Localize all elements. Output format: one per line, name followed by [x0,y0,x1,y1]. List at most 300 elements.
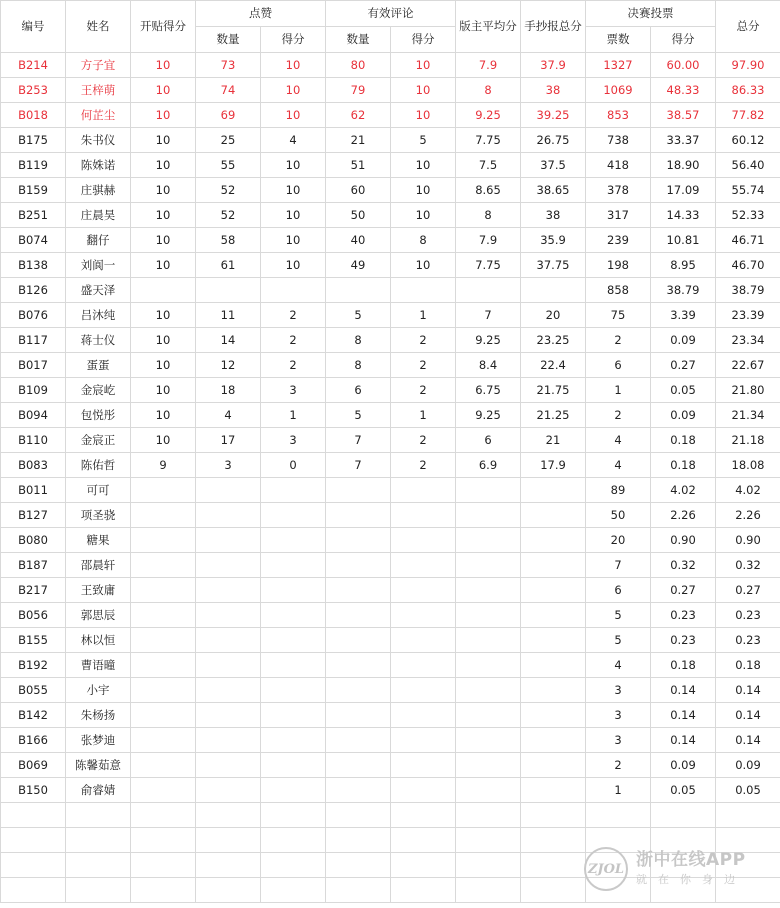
cell-comments-score: 10 [391,53,456,78]
table-row [1,528,780,553]
cell-comments-score: 10 [391,178,456,203]
col-header-name: 姓名 [66,1,131,53]
cell-moderator: 6.75 [456,378,521,403]
cell-comments-score: 10 [391,153,456,178]
table-row [1,728,780,753]
table-row [1,453,780,478]
table-body [1,53,780,903]
cell-opening: 10 [131,428,196,453]
cell-votes: 89 [586,478,651,503]
cell-comments-score [391,653,456,678]
cell-name: 陈佑哲 [66,453,131,478]
cell-moderator: 7 [456,303,521,328]
table-row [1,603,780,628]
col-header-comments: 有效评论 [326,1,456,27]
cell-vote-score: 3.39 [651,303,716,328]
cell-comments-qty: 62 [326,103,391,128]
cell-comments-qty: 80 [326,53,391,78]
cell-likes-qty: 18 [196,378,261,403]
cell-moderator [456,678,521,703]
cell-vote-score: 38.57 [651,103,716,128]
cell-comments-score: 10 [391,203,456,228]
cell-vote-score: 0.90 [651,528,716,553]
cell-likes-score [261,853,326,878]
cell-comments-score: 2 [391,428,456,453]
table-row [1,103,780,128]
cell-vote-score: 18.90 [651,153,716,178]
cell-name: 包悦彤 [66,403,131,428]
cell-likes-score: 2 [261,353,326,378]
table-row [1,653,780,678]
cell-opening [131,853,196,878]
table-row [1,228,780,253]
cell-id: B187 [1,553,66,578]
cell-opening [131,503,196,528]
cell-likes-score: 10 [261,78,326,103]
cell-vote-score: 0.09 [651,328,716,353]
cell-total: 21.34 [716,403,780,428]
cell-total: 55.74 [716,178,780,203]
cell-total: 38.79 [716,278,780,303]
cell-comments-qty [326,878,391,903]
table-row [1,428,780,453]
cell-total: 0.14 [716,728,780,753]
cell-likes-score: 10 [261,103,326,128]
cell-opening: 9 [131,453,196,478]
col-header-final-vote: 决赛投票 [586,1,716,27]
cell-name: 金宸正 [66,428,131,453]
cell-total: 56.40 [716,153,780,178]
cell-handbook [521,828,586,853]
cell-id: B119 [1,153,66,178]
cell-opening: 10 [131,253,196,278]
cell-id: B150 [1,778,66,803]
cell-moderator [456,553,521,578]
cell-moderator [456,578,521,603]
table-row [1,328,780,353]
cell-id: B126 [1,278,66,303]
cell-total: 0.05 [716,778,780,803]
cell-opening [131,678,196,703]
cell-id: B166 [1,728,66,753]
cell-handbook: 26.75 [521,128,586,153]
cell-likes-qty: 69 [196,103,261,128]
cell-comments-score: 2 [391,353,456,378]
cell-opening [131,653,196,678]
cell-moderator: 6.9 [456,453,521,478]
cell-comments-qty: 60 [326,178,391,203]
table-row [1,53,780,78]
cell-votes [586,803,651,828]
cell-vote-score: 0.23 [651,603,716,628]
cell-votes: 5 [586,628,651,653]
cell-opening [131,278,196,303]
cell-total: 18.08 [716,453,780,478]
cell-likes-qty [196,753,261,778]
cell-id: B011 [1,478,66,503]
col-header-comments-qty: 数量 [326,27,391,53]
cell-votes: 378 [586,178,651,203]
cell-handbook: 21.25 [521,403,586,428]
cell-moderator: 9.25 [456,403,521,428]
table-row [1,128,780,153]
cell-likes-qty: 52 [196,203,261,228]
cell-votes: 2 [586,328,651,353]
cell-likes-score [261,628,326,653]
cell-total: 52.33 [716,203,780,228]
cell-name [66,803,131,828]
col-header-likes-score: 得分 [261,27,326,53]
cell-comments-qty: 40 [326,228,391,253]
cell-id: B083 [1,453,66,478]
cell-likes-score [261,553,326,578]
cell-comments-qty [326,678,391,703]
cell-opening: 10 [131,53,196,78]
cell-likes-qty [196,503,261,528]
cell-total: 0.09 [716,753,780,778]
cell-id: B056 [1,603,66,628]
cell-total: 0.90 [716,528,780,553]
cell-name: 小宇 [66,678,131,703]
cell-handbook [521,878,586,903]
cell-vote-score: 60.00 [651,53,716,78]
cell-likes-score [261,503,326,528]
cell-name: 项圣骁 [66,503,131,528]
cell-total: 23.34 [716,328,780,353]
cell-likes-qty [196,278,261,303]
cell-likes-score: 10 [261,228,326,253]
table-row [1,778,780,803]
cell-total: 21.18 [716,428,780,453]
cell-comments-score [391,853,456,878]
cell-votes: 50 [586,503,651,528]
table-header [1,1,780,53]
cell-votes: 4 [586,653,651,678]
table-row [1,178,780,203]
cell-likes-score [261,778,326,803]
cell-comments-qty: 51 [326,153,391,178]
cell-vote-score: 17.09 [651,178,716,203]
cell-total: 4.02 [716,478,780,503]
cell-id: B018 [1,103,66,128]
cell-id: B127 [1,503,66,528]
col-header-moderator: 版主平均分 [456,1,521,53]
cell-likes-score: 10 [261,153,326,178]
cell-vote-score [651,803,716,828]
cell-name [66,828,131,853]
cell-likes-score [261,828,326,853]
cell-id: B155 [1,628,66,653]
cell-likes-qty [196,778,261,803]
table-row [1,303,780,328]
cell-opening [131,553,196,578]
cell-votes: 3 [586,703,651,728]
cell-likes-score: 3 [261,428,326,453]
cell-opening: 10 [131,153,196,178]
cell-comments-score [391,478,456,503]
cell-handbook [521,703,586,728]
table-row [1,503,780,528]
cell-likes-score: 4 [261,128,326,153]
cell-name: 何芷尘 [66,103,131,128]
cell-votes: 20 [586,528,651,553]
cell-comments-score: 10 [391,103,456,128]
cell-moderator: 7.9 [456,53,521,78]
cell-moderator [456,603,521,628]
cell-likes-qty [196,728,261,753]
cell-id: B253 [1,78,66,103]
cell-likes-qty: 73 [196,53,261,78]
cell-name: 蒋士仪 [66,328,131,353]
cell-votes: 738 [586,128,651,153]
cell-comments-qty [326,503,391,528]
cell-comments-score: 2 [391,453,456,478]
cell-total: 97.90 [716,53,780,78]
cell-opening [131,828,196,853]
cell-likes-score [261,578,326,603]
cell-handbook: 20 [521,303,586,328]
cell-opening: 10 [131,403,196,428]
cell-name: 糖果 [66,528,131,553]
cell-opening: 10 [131,353,196,378]
cell-votes: 418 [586,153,651,178]
cell-likes-score [261,653,326,678]
cell-vote-score: 48.33 [651,78,716,103]
col-header-id: 编号 [1,1,66,53]
cell-handbook: 23.25 [521,328,586,353]
cell-votes: 1 [586,778,651,803]
cell-vote-score: 0.09 [651,753,716,778]
table-row [1,628,780,653]
cell-handbook [521,678,586,703]
cell-moderator: 8 [456,203,521,228]
cell-name: 王致庸 [66,578,131,603]
cell-total: 23.39 [716,303,780,328]
cell-comments-qty: 5 [326,403,391,428]
cell-handbook: 39.25 [521,103,586,128]
cell-handbook [521,628,586,653]
cell-comments-score: 2 [391,378,456,403]
cell-moderator [456,828,521,853]
cell-opening [131,778,196,803]
cell-opening: 10 [131,178,196,203]
cell-handbook: 17.9 [521,453,586,478]
cell-votes: 2 [586,753,651,778]
cell-id [1,803,66,828]
cell-handbook [521,278,586,303]
cell-moderator: 7.5 [456,153,521,178]
cell-likes-score [261,878,326,903]
table-row [1,478,780,503]
table-row [1,803,780,828]
cell-handbook: 37.75 [521,253,586,278]
cell-comments-score: 8 [391,228,456,253]
table-row [1,703,780,728]
cell-likes-qty [196,703,261,728]
cell-id: B192 [1,653,66,678]
cell-opening [131,528,196,553]
cell-likes-score [261,678,326,703]
table-row [1,578,780,603]
cell-comments-qty [326,578,391,603]
cell-comments-qty [326,853,391,878]
cell-moderator [456,703,521,728]
cell-likes-score: 10 [261,253,326,278]
cell-id [1,878,66,903]
cell-votes: 7 [586,553,651,578]
cell-name: 翻仔 [66,228,131,253]
cell-comments-score: 2 [391,328,456,353]
col-header-vote-score: 得分 [651,27,716,53]
cell-id: B214 [1,53,66,78]
cell-id: B074 [1,228,66,253]
cell-likes-qty [196,653,261,678]
cell-moderator: 8 [456,78,521,103]
cell-name: 盛天泽 [66,278,131,303]
cell-opening [131,878,196,903]
cell-comments-score: 10 [391,78,456,103]
cell-comments-score [391,678,456,703]
cell-likes-score: 10 [261,53,326,78]
cell-id: B055 [1,678,66,703]
cell-handbook: 22.4 [521,353,586,378]
cell-moderator [456,528,521,553]
cell-comments-qty: 7 [326,428,391,453]
cell-likes-score [261,753,326,778]
cell-total: 0.14 [716,678,780,703]
cell-id: B159 [1,178,66,203]
cell-vote-score: 0.18 [651,428,716,453]
cell-vote-score: 14.33 [651,203,716,228]
cell-likes-score: 10 [261,203,326,228]
cell-votes: 1 [586,378,651,403]
cell-comments-score [391,878,456,903]
cell-total: 0.23 [716,603,780,628]
table-row [1,253,780,278]
cell-comments-score [391,778,456,803]
cell-name: 庄晨昊 [66,203,131,228]
cell-id: B175 [1,128,66,153]
cell-comments-score [391,803,456,828]
cell-opening [131,628,196,653]
cell-total: 0.27 [716,578,780,603]
cell-likes-qty [196,603,261,628]
table-row [1,278,780,303]
cell-total: 0.32 [716,553,780,578]
cell-id [1,853,66,878]
cell-vote-score: 0.14 [651,728,716,753]
cell-id: B251 [1,203,66,228]
cell-opening: 10 [131,78,196,103]
cell-vote-score: 0.14 [651,678,716,703]
cell-likes-qty: 55 [196,153,261,178]
cell-name: 可可 [66,478,131,503]
cell-likes-score [261,478,326,503]
cell-vote-score: 8.95 [651,253,716,278]
table-row [1,78,780,103]
cell-comments-score [391,503,456,528]
cell-comments-qty [326,553,391,578]
col-header-handbook: 手抄报总分 [521,1,586,53]
cell-total: 0.23 [716,628,780,653]
cell-moderator [456,628,521,653]
cell-comments-score: 1 [391,303,456,328]
cell-votes: 1069 [586,78,651,103]
cell-name: 蛋蛋 [66,353,131,378]
cell-vote-score: 0.23 [651,628,716,653]
cell-opening [131,578,196,603]
table-row [1,153,780,178]
cell-name: 曹语曈 [66,653,131,678]
cell-moderator [456,803,521,828]
table-row [1,378,780,403]
table-row [1,753,780,778]
cell-handbook: 38 [521,78,586,103]
cell-comments-qty: 8 [326,328,391,353]
cell-comments-score [391,528,456,553]
cell-id: B017 [1,353,66,378]
cell-name: 吕沐纯 [66,303,131,328]
cell-total: 21.80 [716,378,780,403]
cell-votes: 3 [586,678,651,703]
cell-opening: 10 [131,228,196,253]
cell-comments-qty: 21 [326,128,391,153]
cell-moderator: 7.75 [456,128,521,153]
cell-name [66,878,131,903]
cell-vote-score: 0.18 [651,453,716,478]
table-row [1,353,780,378]
cell-likes-score [261,703,326,728]
cell-likes-qty: 25 [196,128,261,153]
cell-comments-score: 10 [391,253,456,278]
cell-total: 0.14 [716,703,780,728]
cell-handbook [521,853,586,878]
cell-comments-score [391,828,456,853]
cell-id [1,828,66,853]
cell-comments-qty: 6 [326,378,391,403]
cell-votes: 317 [586,203,651,228]
watermark-subtitle: 就在你身边 [636,873,746,886]
cell-comments-qty: 7 [326,453,391,478]
cell-handbook [521,553,586,578]
cell-opening [131,803,196,828]
cell-handbook [521,653,586,678]
cell-id: B094 [1,403,66,428]
cell-likes-qty: 74 [196,78,261,103]
cell-comments-qty [326,728,391,753]
cell-likes-score [261,603,326,628]
cell-id: B217 [1,578,66,603]
cell-likes-score: 0 [261,453,326,478]
cell-name [66,853,131,878]
cell-id: B109 [1,378,66,403]
cell-vote-score: 2.26 [651,503,716,528]
cell-id: B069 [1,753,66,778]
cell-likes-score: 2 [261,303,326,328]
cell-moderator: 8.65 [456,178,521,203]
cell-likes-qty [196,853,261,878]
cell-comments-qty [326,703,391,728]
cell-comments-qty [326,478,391,503]
cell-likes-qty [196,803,261,828]
cell-handbook: 35.9 [521,228,586,253]
cell-name: 张梦迪 [66,728,131,753]
cell-moderator [456,728,521,753]
cell-total: 46.71 [716,228,780,253]
cell-likes-qty: 12 [196,353,261,378]
cell-opening [131,603,196,628]
cell-handbook: 38 [521,203,586,228]
